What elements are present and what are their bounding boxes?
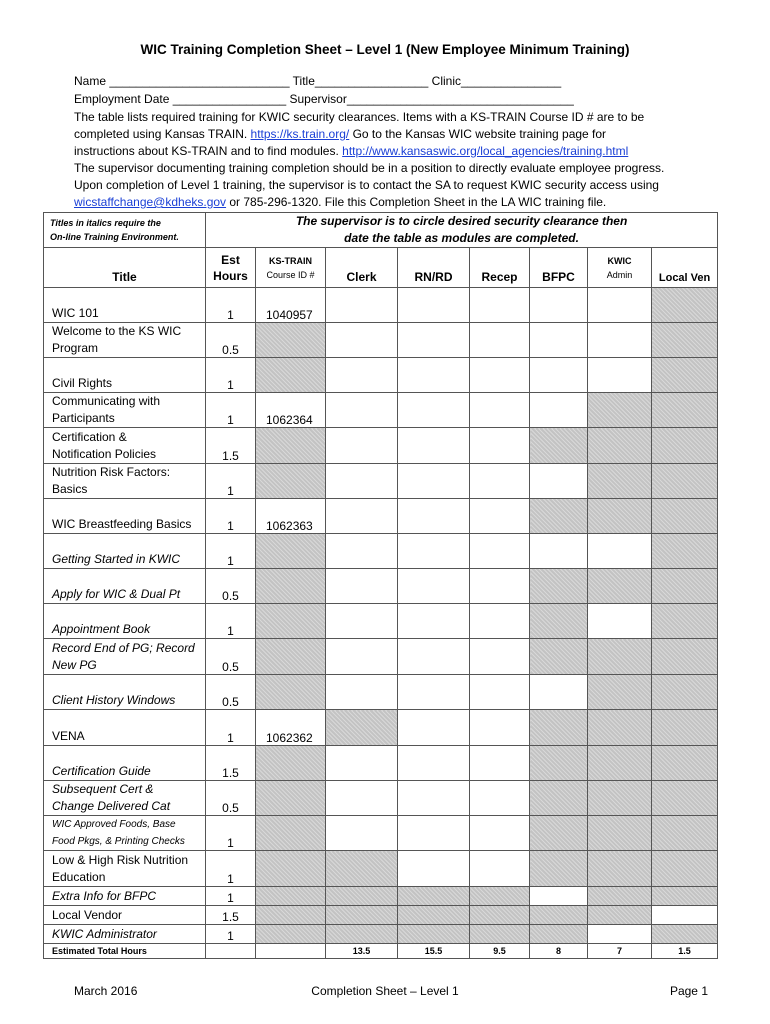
row-title xyxy=(44,393,206,428)
training-row xyxy=(44,925,718,944)
clearance-cell-local-ven xyxy=(652,639,718,675)
clearance-cell-kwic-admin xyxy=(588,428,652,464)
wic-staff-change-email-link[interactable]: wicstaffchange@kdheks.gov xyxy=(74,195,227,209)
clearance-cell-kwic-admin xyxy=(588,499,652,534)
clearance-cell-bfpc xyxy=(530,710,588,746)
clearance-cell-bfpc xyxy=(530,851,588,887)
row-ks-train-id: 1062363 xyxy=(256,499,326,534)
row-est-hours: 1.5 xyxy=(206,746,256,781)
clearance-cell-kwic-admin[interactable] xyxy=(588,925,652,944)
clearance-cell-local-ven xyxy=(652,746,718,781)
col-header-bfpc: BFPC xyxy=(530,248,588,288)
row-title-line-1: Certification Guide xyxy=(52,764,151,778)
row-title-line-2: Food Pkgs, & Printing Checks xyxy=(52,836,185,847)
clearance-cell-bfpc xyxy=(530,639,588,675)
clearance-cell-recep[interactable] xyxy=(470,816,530,851)
clearance-cell-clerk[interactable] xyxy=(326,428,398,464)
clearance-cell-clerk[interactable] xyxy=(326,781,398,816)
clearance-cell-recep[interactable] xyxy=(470,675,530,710)
row-title-line-1: Low & High Risk Nutrition xyxy=(52,853,189,867)
supervisor-note-line-2: date the table as modules are completed. xyxy=(344,231,579,245)
clearance-cell-local-ven xyxy=(652,851,718,887)
row-title-line-1: Local Vendor xyxy=(52,908,123,922)
col-header-est-hours xyxy=(206,248,256,288)
row-ks-train-id xyxy=(256,464,326,499)
clearance-cell-local-ven xyxy=(652,288,718,323)
footer-page-number: Page 1 xyxy=(669,984,708,998)
clearance-cell-recep xyxy=(470,925,530,944)
row-est-hours: 1 xyxy=(206,393,256,428)
clearance-cell-bfpc[interactable] xyxy=(530,675,588,710)
row-title xyxy=(44,887,206,906)
training-row xyxy=(44,358,718,393)
clearance-cell-rn-rd xyxy=(398,887,470,906)
clearance-cell-rn-rd[interactable] xyxy=(398,499,470,534)
col-header-ks-l2: Course ID # xyxy=(266,269,315,280)
col-header-title: Title xyxy=(44,248,206,288)
row-title-line-1: WIC Breastfeeding Basics xyxy=(52,517,192,531)
clearance-cell-rn-rd[interactable] xyxy=(398,358,470,393)
row-title-line-1: Apply for WIC & Dual Pt xyxy=(52,587,181,601)
row-title-line-1: Certification & xyxy=(52,430,127,444)
clearance-cell-bfpc xyxy=(530,746,588,781)
clearance-cell-recep[interactable] xyxy=(470,464,530,499)
training-row xyxy=(44,906,718,925)
clearance-cell-kwic-admin[interactable] xyxy=(588,288,652,323)
row-est-hours: 0.5 xyxy=(206,639,256,675)
clearance-cell-clerk[interactable] xyxy=(326,499,398,534)
row-est-hours: 0.5 xyxy=(206,675,256,710)
row-title-line-2: Notification Policies xyxy=(52,447,157,461)
clearance-cell-kwic-admin xyxy=(588,675,652,710)
row-title xyxy=(44,288,206,323)
clearance-cell-kwic-admin[interactable] xyxy=(588,323,652,358)
clearance-cell-local-ven xyxy=(652,816,718,851)
row-ks-train-id xyxy=(256,851,326,887)
clearance-cell-bfpc[interactable] xyxy=(530,464,588,499)
col-header-local-ven: Local Ven xyxy=(652,248,718,288)
form-line-name-title-clinic: Name ___________________________ Title_________________ Clinic_______________ xyxy=(74,74,562,88)
row-est-hours: 1 xyxy=(206,534,256,569)
clearance-cell-kwic-admin xyxy=(588,906,652,925)
clearance-cell-rn-rd[interactable] xyxy=(398,604,470,639)
clearance-cell-rn-rd[interactable] xyxy=(398,323,470,358)
row-ks-train-id xyxy=(256,604,326,639)
row-est-hours: 1 xyxy=(206,358,256,393)
row-ks-train-id xyxy=(256,887,326,906)
clearance-cell-bfpc xyxy=(530,499,588,534)
row-title xyxy=(44,639,206,675)
clearance-cell-recep[interactable] xyxy=(470,499,530,534)
clearance-cell-rn-rd[interactable] xyxy=(398,393,470,428)
supervisor-note-line-1: The supervisor is to circle desired security clearance then xyxy=(295,214,628,228)
row-title xyxy=(44,851,206,887)
row-ks-train-id: 1062364 xyxy=(256,393,326,428)
clearance-cell-clerk[interactable] xyxy=(326,639,398,675)
row-title-line-2: Program xyxy=(52,341,99,355)
clearance-cell-rn-rd[interactable] xyxy=(398,675,470,710)
row-ks-train-id xyxy=(256,569,326,604)
intro-line-1: The table lists required training for KWIC security clearances. Items with a KS-TRAIN Course ID # are to be xyxy=(74,110,645,124)
clearance-cell-local-ven xyxy=(652,675,718,710)
clearance-cell-kwic-admin xyxy=(588,887,652,906)
row-title xyxy=(44,816,206,851)
row-title xyxy=(44,534,206,569)
clearance-cell-bfpc[interactable] xyxy=(530,358,588,393)
row-title-line-2: Change Delivered Cat xyxy=(52,799,171,813)
clearance-cell-local-ven xyxy=(652,604,718,639)
clearance-cell-bfpc[interactable] xyxy=(530,323,588,358)
italics-note xyxy=(44,213,206,248)
clearance-cell-kwic-admin xyxy=(588,816,652,851)
col-header-kwic-l2: Admin xyxy=(606,269,633,280)
intro-line-2 xyxy=(74,127,606,141)
clearance-cell-rn-rd xyxy=(398,906,470,925)
intro-line-6 xyxy=(74,195,606,209)
clearance-cell-recep[interactable] xyxy=(470,710,530,746)
clearance-cell-recep xyxy=(470,906,530,925)
col-header-kwic-l1: KWIC xyxy=(607,255,632,266)
clearance-cell-recep[interactable] xyxy=(470,393,530,428)
totals-label: Estimated Total Hours xyxy=(44,944,206,959)
italics-note-line-1: Titles in italics require the xyxy=(50,218,161,228)
row-ks-train-id xyxy=(256,323,326,358)
clearance-cell-recep xyxy=(470,887,530,906)
footer-date: March 2016 xyxy=(74,984,138,998)
total-recep: 9.5 xyxy=(470,944,530,959)
total-kwic-admin: 7 xyxy=(588,944,652,959)
clearance-cell-rn-rd[interactable] xyxy=(398,816,470,851)
clearance-cell-bfpc xyxy=(530,925,588,944)
clearance-cell-clerk xyxy=(326,925,398,944)
clearance-cell-local-ven xyxy=(652,781,718,816)
clearance-cell-rn-rd xyxy=(398,925,470,944)
clearance-cell-clerk[interactable] xyxy=(326,464,398,499)
row-est-hours: 1 xyxy=(206,925,256,944)
intro-text: Go to the Kansas WIC website training page for xyxy=(349,127,607,141)
clearance-cell-kwic-admin xyxy=(588,746,652,781)
col-header-kwic-admin xyxy=(588,248,652,288)
row-ks-train-id xyxy=(256,639,326,675)
totals-row xyxy=(44,944,718,959)
clearance-cell-recep[interactable] xyxy=(470,851,530,887)
ks-train-link[interactable]: https://ks.train.org/ xyxy=(250,127,350,141)
row-title-line-1: Welcome to the KS WIC xyxy=(52,324,182,338)
row-est-hours: 0.5 xyxy=(206,323,256,358)
row-title xyxy=(44,710,206,746)
intro-text: completed using Kansas TRAIN. xyxy=(74,127,251,141)
totals-empty-ks xyxy=(256,944,326,959)
page-title: WIC Training Completion Sheet – Level 1 (New Employee Minimum Training) xyxy=(140,42,630,57)
row-title-line-1: Client History Windows xyxy=(52,693,176,707)
clearance-cell-bfpc xyxy=(530,428,588,464)
row-est-hours: 1 xyxy=(206,499,256,534)
row-ks-train-id xyxy=(256,534,326,569)
totals-empty-hours xyxy=(206,944,256,959)
clearance-cell-recep[interactable] xyxy=(470,534,530,569)
intro-line-3 xyxy=(74,144,628,158)
clearance-cell-clerk[interactable] xyxy=(326,393,398,428)
clearance-cell-kwic-admin xyxy=(588,569,652,604)
clearance-cell-local-ven xyxy=(652,569,718,604)
training-table xyxy=(43,212,718,959)
total-local-ven: 1.5 xyxy=(652,944,718,959)
clearance-cell-recep[interactable] xyxy=(470,323,530,358)
clearance-cell-local-ven xyxy=(652,925,718,944)
row-est-hours: 1 xyxy=(206,816,256,851)
clearance-cell-clerk[interactable] xyxy=(326,288,398,323)
clearance-cell-clerk[interactable] xyxy=(326,358,398,393)
row-est-hours: 1 xyxy=(206,288,256,323)
col-header-recep: Recep xyxy=(470,248,530,288)
training-row xyxy=(44,288,718,323)
row-title-line-2: New PG xyxy=(52,658,97,672)
row-title xyxy=(44,604,206,639)
clearance-cell-clerk xyxy=(326,851,398,887)
row-title-line-1: VENA xyxy=(52,729,85,743)
clearance-cell-rn-rd[interactable] xyxy=(398,781,470,816)
clearance-cell-bfpc xyxy=(530,906,588,925)
row-est-hours: 1 xyxy=(206,887,256,906)
row-est-hours: 0.5 xyxy=(206,569,256,604)
training-row xyxy=(44,746,718,781)
clearance-cell-bfpc[interactable] xyxy=(530,534,588,569)
training-row xyxy=(44,393,718,428)
clearance-cell-rn-rd[interactable] xyxy=(398,288,470,323)
row-est-hours: 1 xyxy=(206,604,256,639)
clearance-cell-local-ven xyxy=(652,710,718,746)
row-title-line-2: Basics xyxy=(52,482,88,496)
clearance-cell-clerk[interactable] xyxy=(326,816,398,851)
clearance-cell-bfpc xyxy=(530,604,588,639)
clearance-cell-local-ven xyxy=(652,428,718,464)
row-est-hours: 1 xyxy=(206,464,256,499)
clearance-cell-kwic-admin xyxy=(588,464,652,499)
row-title xyxy=(44,358,206,393)
row-title xyxy=(44,323,206,358)
col-header-est-l1: Est xyxy=(221,252,240,267)
clearance-cell-rn-rd[interactable] xyxy=(398,710,470,746)
clearance-cell-clerk[interactable] xyxy=(326,569,398,604)
clearance-cell-rn-rd[interactable] xyxy=(398,428,470,464)
training-row xyxy=(44,569,718,604)
total-rn-rd: 15.5 xyxy=(398,944,470,959)
clearance-cell-clerk[interactable] xyxy=(326,323,398,358)
intro-line-5: Upon completion of Level 1 training, the supervisor is to contact the SA to request KWIC security access using xyxy=(74,178,659,192)
row-title-line-2: Participants xyxy=(52,411,115,425)
col-header-ks-train xyxy=(256,248,326,288)
row-title-line-1: WIC 101 xyxy=(52,306,99,320)
row-est-hours: 1.5 xyxy=(206,428,256,464)
row-est-hours: 1.5 xyxy=(206,906,256,925)
italics-note-line-2: On-line Training Environment. xyxy=(50,232,179,242)
training-row xyxy=(44,534,718,569)
clearance-cell-local-ven xyxy=(652,464,718,499)
clearance-cell-kwic-admin xyxy=(588,781,652,816)
clearance-cell-kwic-admin xyxy=(588,639,652,675)
clearance-cell-recep[interactable] xyxy=(470,428,530,464)
clearance-cell-kwic-admin[interactable] xyxy=(588,358,652,393)
row-ks-train-id xyxy=(256,781,326,816)
clearance-cell-local-ven xyxy=(652,323,718,358)
clearance-cell-rn-rd[interactable] xyxy=(398,851,470,887)
clearance-cell-bfpc[interactable] xyxy=(530,887,588,906)
row-ks-train-id xyxy=(256,906,326,925)
row-ks-train-id: 1040957 xyxy=(256,288,326,323)
row-ks-train-id xyxy=(256,816,326,851)
clearance-cell-clerk xyxy=(326,887,398,906)
row-title-line-1: Record End of PG; Record xyxy=(52,641,195,655)
training-row xyxy=(44,464,718,499)
clearance-cell-rn-rd[interactable] xyxy=(398,639,470,675)
supervisor-instructions xyxy=(206,213,718,248)
intro-line-4: The supervisor documenting training completion should be in a position to directly evaluate employee progress. xyxy=(74,161,665,175)
col-header-rn-rd: RN/RD xyxy=(398,248,470,288)
clearance-cell-recep[interactable] xyxy=(470,781,530,816)
row-title-line-1: Subsequent Cert & xyxy=(52,782,154,796)
row-ks-train-id xyxy=(256,746,326,781)
clearance-cell-bfpc xyxy=(530,816,588,851)
training-row xyxy=(44,816,718,851)
row-ks-train-id xyxy=(256,428,326,464)
clearance-cell-bfpc[interactable] xyxy=(530,393,588,428)
clearance-cell-local-ven xyxy=(652,393,718,428)
clearance-cell-recep[interactable] xyxy=(470,358,530,393)
row-title-line-1: Nutrition Risk Factors: xyxy=(52,465,171,479)
clearance-cell-recep[interactable] xyxy=(470,746,530,781)
row-title xyxy=(44,428,206,464)
row-title-line-1: Getting Started in KWIC xyxy=(52,552,181,566)
col-header-ks-l1: KS-TRAIN xyxy=(269,255,312,266)
row-ks-train-id: 1062362 xyxy=(256,710,326,746)
row-title-line-1: Communicating with xyxy=(52,394,161,408)
col-header-est-l2: Hours xyxy=(213,268,248,283)
row-title-line-1: KWIC Administrator xyxy=(52,927,157,941)
clearance-cell-kwic-admin xyxy=(588,851,652,887)
training-row xyxy=(44,499,718,534)
clearance-cell-clerk[interactable] xyxy=(326,675,398,710)
total-clerk: 13.5 xyxy=(326,944,398,959)
footer-center: Completion Sheet – Level 1 xyxy=(311,984,459,998)
clearance-cell-clerk[interactable] xyxy=(326,746,398,781)
clearance-cell-local-ven xyxy=(652,534,718,569)
kansas-wic-training-link[interactable]: http://www.kansaswic.org/local_agencies/training.html xyxy=(342,144,629,158)
clearance-cell-rn-rd[interactable] xyxy=(398,534,470,569)
row-title xyxy=(44,925,206,944)
row-title xyxy=(44,781,206,816)
row-title-line-1: Extra Info for BFPC xyxy=(52,889,157,903)
row-title-line-1: WIC Approved Foods, Base xyxy=(52,819,176,830)
row-ks-train-id xyxy=(256,925,326,944)
clearance-cell-local-ven xyxy=(652,499,718,534)
clearance-cell-rn-rd[interactable] xyxy=(398,746,470,781)
clearance-cell-recep[interactable] xyxy=(470,639,530,675)
clearance-cell-local-ven xyxy=(652,887,718,906)
clearance-cell-kwic-admin xyxy=(588,710,652,746)
clearance-cell-bfpc xyxy=(530,569,588,604)
clearance-cell-clerk[interactable] xyxy=(326,604,398,639)
clearance-cell-local-ven[interactable] xyxy=(652,906,718,925)
row-est-hours: 1 xyxy=(206,851,256,887)
intro-text: or 785-296-1320. File this Completion Sheet in the LA WIC training file. xyxy=(226,195,607,209)
clearance-cell-clerk xyxy=(326,906,398,925)
training-row xyxy=(44,428,718,464)
training-row xyxy=(44,851,718,887)
clearance-cell-rn-rd[interactable] xyxy=(398,569,470,604)
total-bfpc: 8 xyxy=(530,944,588,959)
row-ks-train-id xyxy=(256,358,326,393)
row-title xyxy=(44,464,206,499)
training-row xyxy=(44,639,718,675)
row-title xyxy=(44,906,206,925)
row-title xyxy=(44,675,206,710)
clearance-cell-local-ven xyxy=(652,358,718,393)
clearance-cell-kwic-admin[interactable] xyxy=(588,604,652,639)
row-title-line-1: Appointment Book xyxy=(52,622,151,636)
row-ks-train-id xyxy=(256,675,326,710)
row-est-hours: 1 xyxy=(206,710,256,746)
clearance-cell-rn-rd[interactable] xyxy=(398,464,470,499)
row-title-line-1: Civil Rights xyxy=(52,376,113,390)
clearance-cell-recep[interactable] xyxy=(470,604,530,639)
clearance-cell-clerk[interactable] xyxy=(326,534,398,569)
training-row xyxy=(44,604,718,639)
clearance-cell-kwic-admin[interactable] xyxy=(588,534,652,569)
clearance-cell-recep[interactable] xyxy=(470,288,530,323)
row-title xyxy=(44,499,206,534)
row-title xyxy=(44,746,206,781)
clearance-cell-kwic-admin xyxy=(588,393,652,428)
training-row xyxy=(44,675,718,710)
row-est-hours: 0.5 xyxy=(206,781,256,816)
intro-text: instructions about KS-TRAIN and to find modules. xyxy=(74,144,343,158)
clearance-cell-clerk xyxy=(326,710,398,746)
training-row xyxy=(44,887,718,906)
clearance-cell-bfpc[interactable] xyxy=(530,288,588,323)
clearance-cell-bfpc xyxy=(530,781,588,816)
training-row xyxy=(44,323,718,358)
col-header-clerk: Clerk xyxy=(326,248,398,288)
row-title-line-2: Education xyxy=(52,870,106,884)
training-row xyxy=(44,781,718,816)
training-row xyxy=(44,710,718,746)
form-line-employment-supervisor: Employment Date _________________ Supervisor__________________________________ xyxy=(74,92,574,106)
row-title xyxy=(44,569,206,604)
clearance-cell-recep[interactable] xyxy=(470,569,530,604)
